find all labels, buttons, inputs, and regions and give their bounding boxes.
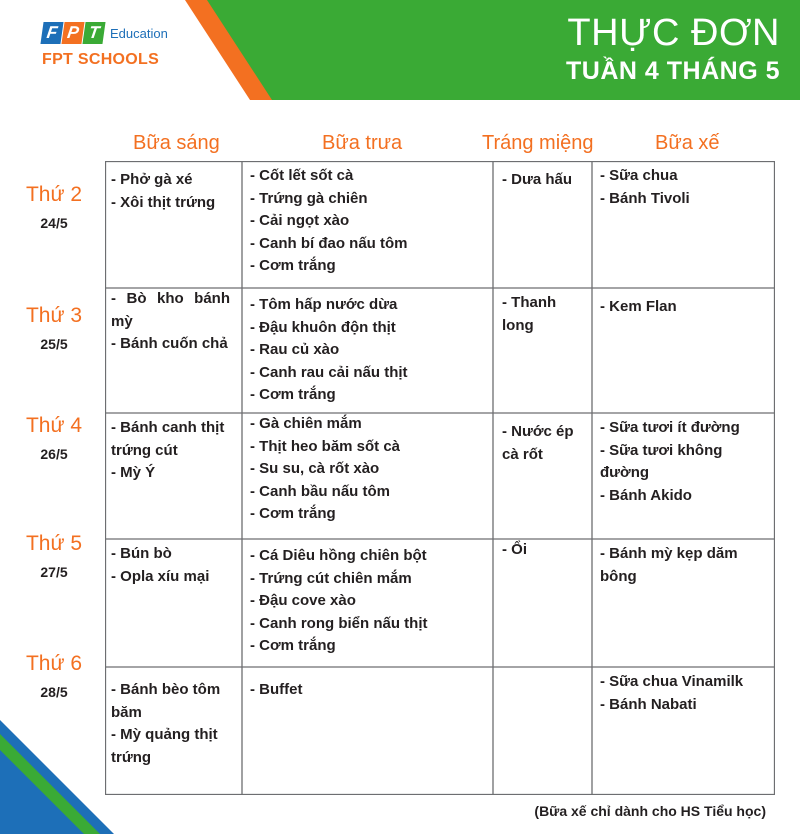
menu-cell-dessert <box>493 413 592 539</box>
menu-item: - Cốt lết sốt cà <box>250 167 354 184</box>
menu-item: - Thanh <box>502 294 557 311</box>
logo-schools-text: FPT SCHOOLS <box>42 51 160 68</box>
menu-cell-snack <box>592 667 775 795</box>
menu-item: - Bánh mỳ kẹp dăm <box>600 545 738 562</box>
menu-cell-breakfast <box>105 667 242 795</box>
menu-item: - Gà chiên mắm <box>250 415 362 432</box>
menu-cell-snack <box>592 413 775 539</box>
menu-item: băm <box>111 703 142 721</box>
page-subtitle: TUẦN 4 THÁNG 5 <box>566 57 780 85</box>
column-header-lunch: Bữa trưa <box>322 132 403 154</box>
footnote: (Bữa xế chỉ dành cho HS Tiểu học) <box>534 803 766 819</box>
menu-item: - Mỳ Ý <box>111 464 156 482</box>
day-date: 26/5 <box>40 446 68 462</box>
column-header-snack: Bữa xế <box>655 132 720 154</box>
menu-item: - Kem Flan <box>600 298 677 315</box>
menu-item: - Cơm trắng <box>250 257 336 275</box>
menu-item: - Nước ép <box>502 423 574 440</box>
menu-item: long <box>502 316 534 334</box>
menu-cell-lunch <box>242 161 493 288</box>
column-header-dessert: Tráng miệng <box>482 132 594 154</box>
corner-decoration <box>0 720 120 834</box>
menu-item: - Bò kho bánh <box>111 290 230 307</box>
menu-item: - Thịt heo băm sốt cà <box>250 437 401 455</box>
menu-cell-lunch <box>242 288 493 413</box>
menu-cell-snack <box>592 161 775 288</box>
menu-item: bông <box>600 567 637 585</box>
menu-item: - Su su, cà rốt xào <box>250 460 380 478</box>
day-date: 28/5 <box>40 684 68 700</box>
day-name: Thứ 2 <box>25 183 83 206</box>
menu-cell-breakfast <box>105 288 242 413</box>
logo-letter-p: P <box>61 22 84 44</box>
day-date: 27/5 <box>40 564 68 580</box>
logo-letter-t: T <box>82 22 105 44</box>
menu-cell-breakfast <box>105 539 242 667</box>
day-name: Thứ 5 <box>25 532 83 555</box>
menu-item: - Opla xíu mại <box>111 567 210 585</box>
menu-cell-breakfast <box>105 161 242 288</box>
menu-cell-breakfast <box>105 413 242 539</box>
menu-item: - Dưa hấu <box>502 171 573 188</box>
menu-item: - Tôm hấp nước dừa <box>250 296 398 313</box>
menu-cell-dessert <box>493 288 592 413</box>
menu-item: - Cải ngọt xào <box>250 212 350 230</box>
menu-item: - Bún bò <box>111 545 172 562</box>
menu-item: - Bánh cuốn chả <box>111 335 228 353</box>
menu-item: - Buffet <box>250 681 303 698</box>
day-name: Thứ 3 <box>25 304 83 327</box>
menu-cell-dessert <box>493 539 592 667</box>
day-date: 24/5 <box>40 215 68 231</box>
menu-cell-lunch <box>242 539 493 667</box>
menu-item: - Sữa chua <box>600 167 678 184</box>
day-name: Thứ 4 <box>25 414 83 437</box>
menu-item: - Bánh Tivoli <box>600 189 690 207</box>
menu-cell-lunch <box>242 413 493 539</box>
menu-item: trứng cút <box>111 441 178 459</box>
menu-item: - Cơm trắng <box>250 637 336 655</box>
menu-cell-dessert <box>493 161 592 288</box>
menu-cell-snack <box>592 288 775 413</box>
menu-item: - Bánh bèo tôm <box>111 681 221 698</box>
menu-item: - Cơm trắng <box>250 386 336 404</box>
menu-item: - Canh bầu nấu tôm <box>250 482 390 500</box>
menu-cell-snack <box>592 539 775 667</box>
fpt-letters <box>42 22 105 44</box>
menu-item: - Đậu cove xào <box>250 592 356 610</box>
menu-item: cà rốt <box>502 445 543 463</box>
menu-item: - Trứng gà chiên <box>250 189 368 207</box>
day-label <box>0 532 108 580</box>
menu-cell-lunch <box>242 667 493 795</box>
menu-item: - Cơm trắng <box>250 505 336 523</box>
menu-item: mỳ <box>111 312 133 330</box>
day-label <box>0 652 108 700</box>
day-label <box>0 183 108 231</box>
logo-letter-f: F <box>40 22 63 44</box>
menu-item: - Cá Diêu hồng chiên bột <box>250 547 427 564</box>
day-date: 25/5 <box>40 336 68 352</box>
day-label <box>0 414 108 462</box>
menu-item: - Canh rong biển nấu thịt <box>250 614 428 632</box>
menu-item: - Đậu khuôn độn thịt <box>250 318 396 336</box>
menu-item: - Trứng cút chiên mắm <box>250 569 412 587</box>
menu-item: - Sữa tươi không <box>600 441 723 459</box>
menu-item: - Sữa tươi ít đường <box>600 419 740 436</box>
menu-item: - Bánh Nabati <box>600 695 697 713</box>
page-title: THỰC ĐƠN <box>567 12 780 54</box>
fpt-logo <box>42 22 168 69</box>
menu-cell-dessert <box>493 667 592 795</box>
menu-item: - Mỳ quảng thịt <box>111 726 218 744</box>
day-label <box>0 304 108 352</box>
menu-item: - Canh rau cải nấu thịt <box>250 363 408 381</box>
column-header-breakfast: Bữa sáng <box>133 132 220 154</box>
day-name: Thứ 6 <box>25 652 83 675</box>
menu-item: - Sữa chua Vinamilk <box>600 673 744 690</box>
menu-item: - Bánh canh thịt <box>111 419 225 436</box>
menu-item: - Phở gà xé <box>111 171 193 188</box>
menu-item: - Canh bí đao nấu tôm <box>250 234 408 252</box>
menu-item: đường <box>600 464 650 482</box>
menu-item: trứng <box>111 748 152 766</box>
menu-item: - Rau củ xào <box>250 341 340 359</box>
menu-item: - Ổi <box>502 541 527 558</box>
menu-item: - Bánh Akido <box>600 486 692 504</box>
logo-education-text: Education <box>110 25 168 41</box>
menu-item: - Xôi thịt trứng <box>111 193 216 211</box>
